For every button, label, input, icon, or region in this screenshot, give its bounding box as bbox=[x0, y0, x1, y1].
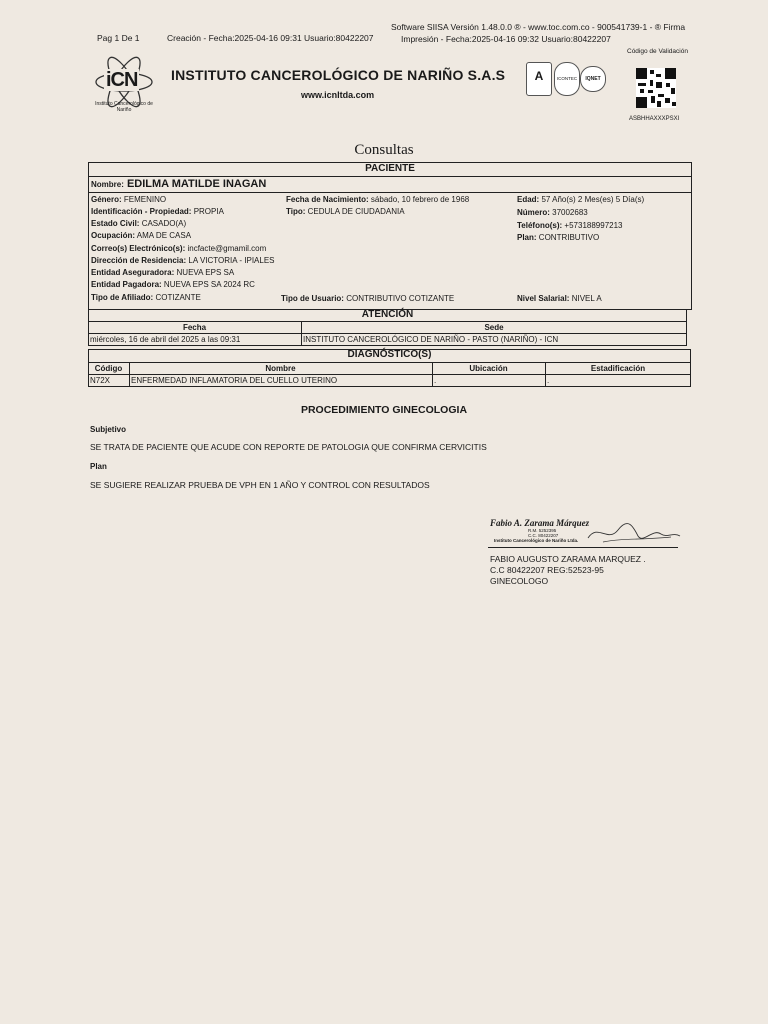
certification-mark-3: IQNET bbox=[580, 66, 606, 92]
logo-caption: Instituto Cancerológico de Nariño bbox=[95, 101, 153, 113]
subjetivo-text: SE TRATA DE PACIENTE QUE ACUDE CON REPORTE DE PATOLOGIA QUE CONFIRMA CERVICITIS bbox=[90, 442, 487, 452]
plan-text: SE SUGIERE REALIZAR PRUEBA DE VPH EN 1 AÑO Y CONTROL CON RESULTADOS bbox=[90, 480, 430, 490]
validation-code: ASBHHAXXXPSXI bbox=[629, 116, 680, 122]
paciente-title: PACIENTE bbox=[365, 163, 415, 174]
diagnostico-codigo: N72X bbox=[90, 376, 111, 385]
diagnostico-estadificacion: . bbox=[547, 376, 550, 385]
sede-header: Sede bbox=[484, 323, 504, 332]
qr-code bbox=[636, 68, 676, 108]
afiliado-field: Tipo de Afiliado: COTIZANTE bbox=[91, 293, 201, 302]
plan-label: Plan bbox=[90, 462, 107, 471]
atencion-fecha: miércoles, 16 de abril del 2025 a las 09:31 bbox=[90, 335, 241, 344]
institution-name: INSTITUTO CANCEROLÓGICO DE NARIÑO S.A.S bbox=[171, 67, 506, 83]
estado-civil-field: Estado Civil: CASADO(A) bbox=[91, 219, 187, 228]
procedimiento-title: PROCEDIMIENTO GINECOLOGIA bbox=[300, 404, 468, 416]
aseguradora-field: Entidad Aseguradora: NUEVA EPS SA bbox=[91, 268, 235, 277]
numero-field: Número: 37002683 bbox=[517, 208, 588, 217]
logo-text: iCN bbox=[106, 69, 138, 91]
identificacion-field: Identificación - Propiedad: PROPIA bbox=[91, 207, 224, 216]
doctor-name: FABIO AUGUSTO ZARAMA MARQUEZ . bbox=[490, 554, 646, 564]
handwritten-signature-icon bbox=[583, 518, 683, 548]
pagadora-field: Entidad Pagadora: NUEVA EPS SA 2024 RC bbox=[91, 280, 255, 289]
diagnostico-title: DIAGNÓSTICO(S) bbox=[347, 349, 432, 360]
certification-mark-1: A bbox=[526, 62, 552, 96]
tipo-usuario-field: Tipo de Usuario: CONTRIBUTIVO COTIZANTE bbox=[281, 294, 455, 303]
software-info: Software SIISA Versión 1.48.0.0 ® - www.toc.com.co - 900541739-1 - ® Firma bbox=[391, 22, 686, 32]
genero-field: Género: FEMENINO bbox=[91, 195, 167, 204]
page-number: Pag 1 De 1 bbox=[97, 33, 140, 43]
signature-stamp: Fabio A. Zarama Márquez R.M. 5252395 C.C. 80422207 Instituto Cancerológico de Nariño Ltda. bbox=[488, 518, 683, 550]
creation-info: Creación - Fecha:2025-04-16 09:31 Usuario:80422207 bbox=[167, 33, 374, 43]
correo-field: Correo(s) Electrónico(s): incfacte@gmamil.com bbox=[91, 244, 267, 253]
edad-field: Edad: 57 Año(s) 2 Mes(es) 5 Día(s) bbox=[517, 195, 645, 204]
validation-label: Código de Validación bbox=[627, 48, 688, 55]
institution-website: www.icnltda.com bbox=[301, 90, 375, 100]
print-info: Impresión - Fecha:2025-04-16 09:32 Usuario:80422207 bbox=[401, 34, 611, 44]
ubicacion-header: Ubicación bbox=[469, 364, 508, 373]
estadificacion-header: Estadificación bbox=[590, 364, 646, 373]
institution-logo bbox=[92, 56, 156, 114]
ocupacion-field: Ocupación: AMA DE CASA bbox=[91, 231, 192, 240]
direccion-field: Dirección de Residencia: LA VICTORIA - IPIALES bbox=[91, 256, 275, 265]
atencion-sede: INSTITUTO CANCEROLÓGICO DE NARIÑO - PASTO (NARIÑO) - ICN bbox=[303, 335, 559, 344]
atencion-title: ATENCIÓN bbox=[361, 309, 414, 320]
doctor-role: GINECOLOGO bbox=[490, 576, 549, 586]
patient-name: Nombre: EDILMA MATILDE INAGAN bbox=[91, 178, 267, 190]
telefono-field: Teléfono(s): +573188997213 bbox=[517, 221, 623, 230]
doctor-id: C.C 80422207 REG:52523-95 bbox=[490, 565, 604, 575]
fecha-header: Fecha bbox=[182, 323, 207, 332]
tipo-documento-field: Tipo: CEDULA DE CIUDADANIA bbox=[286, 207, 405, 216]
diagnostico-nombre: ENFERMEDAD INFLAMATORIA DEL CUELLO UTERINO bbox=[131, 376, 338, 385]
diagnostico-ubicacion: . bbox=[434, 376, 437, 385]
nacimiento-field: Fecha de Nacimiento: sábado, 10 febrero de 1968 bbox=[286, 195, 470, 204]
nivel-salarial-field: Nivel Salarial: NIVEL A bbox=[517, 294, 602, 303]
certification-mark-2: ICONTEC bbox=[554, 62, 580, 96]
nombre-header: Nombre bbox=[265, 364, 296, 373]
codigo-header: Código bbox=[94, 364, 123, 373]
subjetivo-label: Subjetivo bbox=[90, 425, 127, 434]
document-title: Consultas bbox=[354, 142, 414, 158]
plan-field: Plan: CONTRIBUTIVO bbox=[517, 233, 600, 242]
